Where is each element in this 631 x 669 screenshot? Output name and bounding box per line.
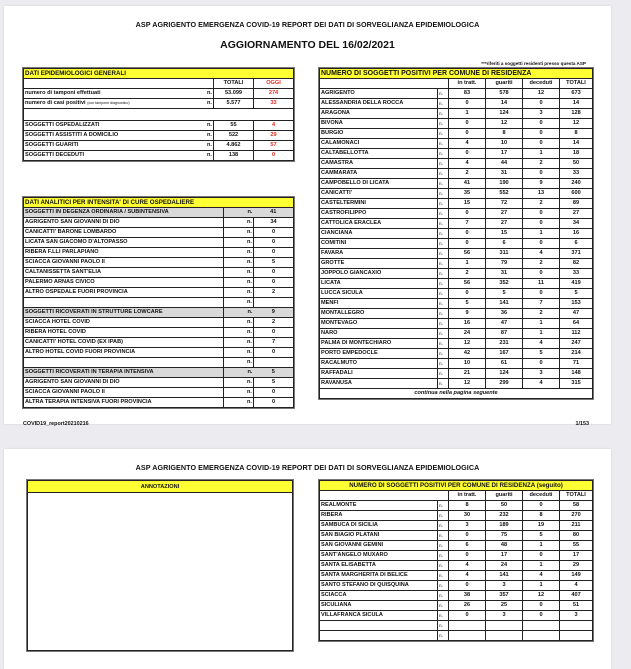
table-row: FAVARA n. 56 311 4 371 <box>320 249 593 259</box>
report-filename: COVID19_report20210216 <box>23 421 89 427</box>
table-row: PALMA DI MONTECHIARO n. 12 231 4 247 <box>320 339 593 349</box>
col-totali: TOTALI <box>214 79 254 89</box>
table-row: CASTROFILIPPO n. 0 27 0 27 <box>320 209 593 219</box>
table-row: RIBERA n. 30 232 8 270 <box>320 511 593 521</box>
report-header: ASP AGRIGENTO EMERGENZA COVID-19 REPORT DEI DATI DI SORVEGLIANZA EPIDEMIOLOGICA <box>135 463 480 472</box>
report-title: AGGIORNAMENTO DEL 16/02/2021 <box>220 39 395 51</box>
report-page-1 <box>4 6 611 427</box>
table-row: COMITINI n. 0 6 0 6 <box>320 239 593 249</box>
table-row: CAMASTRA n. 4 44 2 50 <box>320 159 593 169</box>
table-row: SANTO STEFANO DI QUISQUINA n. 0 3 1 4 <box>320 581 593 591</box>
table-row: numero di tamponi effettuati n. 53.099 274 <box>24 89 294 99</box>
report-header: ASP AGRIGENTO EMERGENZA COVID-19 REPORT DEI DATI DI SORVEGLIANZA EPIDEMIOLOGICA <box>135 20 480 29</box>
table-row: MENFI n. 5 141 7 153 <box>320 299 593 309</box>
blank-row: n. <box>24 358 294 368</box>
table-row: AGRIGENTO SAN GIOVANNI DI DIO n. 5 <box>24 378 294 388</box>
hospital-care-table <box>23 197 294 408</box>
table-row: SOGGETTI DECEDUTI n. 138 0 <box>24 151 294 161</box>
municipalities-table <box>319 68 593 399</box>
table-row: SAMBUCA DI SICILIA n. 3 189 19 211 <box>320 521 593 531</box>
table-row: LICATA n. 56 352 11 419 <box>320 279 593 289</box>
table-row: CASTELTERMINI n. 15 72 2 89 <box>320 199 593 209</box>
general-data-table <box>23 68 294 161</box>
table-row: SCIACCA GIOVANNI PAOLO II n. 5 <box>24 258 294 268</box>
col-oggi: OGGI <box>254 79 294 89</box>
table-row: ALTRO HOTEL COVID FUORI PROVINCIA n. 0 <box>24 348 294 358</box>
table-row: BIVONA n. 0 12 0 12 <box>320 119 593 129</box>
table-row: CIANCIANA n. 0 15 1 16 <box>320 229 593 239</box>
table-row: SAN BIAGIO PLATANI n. 0 75 5 80 <box>320 531 593 541</box>
table-row: RIBERA F.LLI PARLAPIANO n. 0 <box>24 248 294 258</box>
table-row: CALTABELLOTTA n. 0 17 1 18 <box>320 149 593 159</box>
table-row: numero di casi positivi (con tampone diagnostico) n. 5.577 33 <box>24 99 294 109</box>
table-row: SCIACCA n. 38 357 12 407 <box>320 591 593 601</box>
table-row: MONTEVAGO n. 16 47 1 64 <box>320 319 593 329</box>
table-row: NARO n. 24 87 1 112 <box>320 329 593 339</box>
table-row: ARAGONA n. 1 124 3 128 <box>320 109 593 119</box>
table-row: CALTANISSETTA SANT'ELIA n. 0 <box>24 268 294 278</box>
table-row: ALTRA TERAPIA INTENSIVA FUORI PROVINCIA n. 0 <box>24 398 294 408</box>
table-row: CAMMARATA n. 2 31 0 33 <box>320 169 593 179</box>
table-row: REALMONTE n. 8 50 0 58 <box>320 501 593 511</box>
table-row: ALTRO OSPEDALE FUORI PROVINCIA n. 2 <box>24 288 294 298</box>
table-row: RIBERA HOTEL COVID n. 0 <box>24 328 294 338</box>
table-row: ALESSANDRIA DELLA ROCCA n. 0 14 0 14 <box>320 99 593 109</box>
col-deceduti: deceduti <box>523 491 560 501</box>
group-row: SOGGETTI RICOVERATI IN STRUTTURE LOWCARE n. 9 <box>24 308 294 318</box>
continue-note: continua nella pagina seguente <box>320 389 593 399</box>
table-row: SOGGETTI GUARITI n. 4.862 57 <box>24 141 294 151</box>
report-page-2 <box>4 449 611 669</box>
municipalities-title: NUMERO DI SOGGETTI POSITIVI PER COMUNE DI RESIDENZA <box>320 69 593 79</box>
annotations-title: ANNOTAZIONI <box>28 481 292 493</box>
table-row: GROTTE n. 1 79 2 82 <box>320 259 593 269</box>
col-totali: TOTALI <box>560 79 593 89</box>
table-row: SCIACCA GIOVANNI PAOLO II n. 0 <box>24 388 294 398</box>
hospital-care-title: DATI ANALITICI PER INTENSITA' DI CURE OSPEDALIERE <box>24 198 294 208</box>
municipalities-continued-table <box>319 480 593 641</box>
table-row: RAVANUSA n. 12 299 4 315 <box>320 379 593 389</box>
table-row: VILLAFRANCA SICULA n. 0 3 0 3 <box>320 611 593 621</box>
page-number: 1/153 <box>575 421 589 427</box>
col-in-tratt: in tratt. <box>449 79 486 89</box>
blank-row: n. <box>24 298 294 308</box>
table-row: PORTO EMPEDOCLE n. 42 167 5 214 <box>320 349 593 359</box>
table-row: BURGIO n. 0 8 0 8 <box>320 129 593 139</box>
table-row: SOGGETTI ASSISTITI A DOMICILIO n. 522 29 <box>24 131 294 141</box>
table-row: CALAMONACI n. 4 10 0 14 <box>320 139 593 149</box>
table-row: AGRIGENTO SAN GIOVANNI DI DIO n. 34 <box>24 218 294 228</box>
general-data-title: DATI EPIDEMIOLOGICI GENERALI <box>24 69 294 79</box>
col-totali: TOTALI <box>560 491 593 501</box>
table-row: LUCCA SICULA n. 0 5 0 5 <box>320 289 593 299</box>
table-row: LICATA SAN GIACOMO D'ALTOPASSO n. 0 <box>24 238 294 248</box>
table-row: n. <box>320 631 593 641</box>
col-in-tratt: in tratt. <box>449 491 486 501</box>
table-row: SOGGETTI OSPEDALIZZATI n. 55 4 <box>24 121 294 131</box>
annotations-box <box>27 480 293 651</box>
table-row: PALERMO ARNAS CIVICO n. 0 <box>24 278 294 288</box>
table-row: SANT'ANGELO MUXARO n. 0 17 0 17 <box>320 551 593 561</box>
col-guariti: guariti <box>486 79 523 89</box>
table-row: SANTA ELISABETTA n. 4 24 1 29 <box>320 561 593 571</box>
table-row: MONTALLEGRO n. 9 36 2 47 <box>320 309 593 319</box>
table-row: RAFFADALI n. 21 124 3 148 <box>320 369 593 379</box>
table-row: CATTOLICA ERACLEA n. 7 27 0 34 <box>320 219 593 229</box>
table-row: CANICATTI' n. 35 552 13 600 <box>320 189 593 199</box>
table-row: JOPPOLO GIANCAXIO n. 2 31 0 33 <box>320 269 593 279</box>
col-guariti: guariti <box>486 491 523 501</box>
table-row: AGRIGENTO n. 83 578 12 673 <box>320 89 593 99</box>
group-row: SOGGETTI RICOVERATI IN TERAPIA INTENSIVA n. 5 <box>24 368 294 378</box>
table-row: n. <box>320 621 593 631</box>
table-row: SAN GIOVANNI GEMINI n. 6 48 1 55 <box>320 541 593 551</box>
residents-note: ***riferiti a soggetti residenti presso questa ASP <box>481 61 586 66</box>
table-row: CANICATTI' BARONE LOMBARDO n. 0 <box>24 228 294 238</box>
table-row: SANTA MARGHERITA DI BELICE n. 4 141 4 149 <box>320 571 593 581</box>
municipalities-continued-title: NUMERO DI SOGGETTI POSITIVI PER COMUNE DI RESIDENZA (seguito) <box>320 481 593 491</box>
table-row: RACALMUTO n. 10 61 0 71 <box>320 359 593 369</box>
group-row: SOGGETTI IN DEGENZA ORDINARIA / SUBINTENSIVA n. 41 <box>24 208 294 218</box>
col-deceduti: deceduti <box>523 79 560 89</box>
table-row: CANICATTI' HOTEL COVID (EX IPAB) n. 7 <box>24 338 294 348</box>
table-row: CAMPOBELLO DI LICATA n. 41 190 9 240 <box>320 179 593 189</box>
table-row: SCIACCA HOTEL COVID n. 2 <box>24 318 294 328</box>
table-row: SICULIANA n. 26 25 0 51 <box>320 601 593 611</box>
